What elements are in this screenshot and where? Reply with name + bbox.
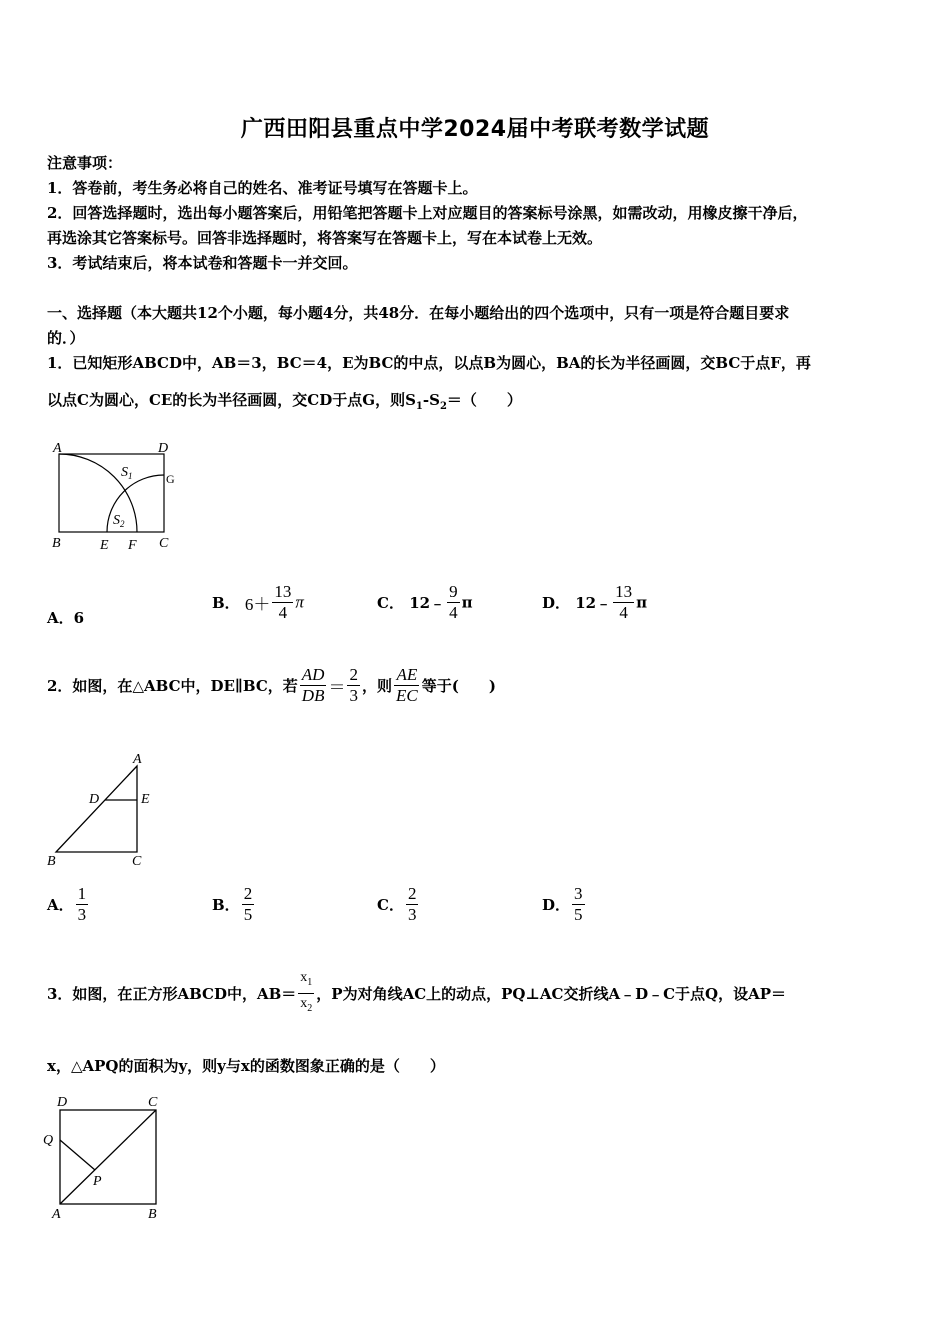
q1-option-b-frac <box>272 582 293 623</box>
q2-mid: ，则 <box>361 677 392 695</box>
q2-frac-ad-db <box>300 665 327 706</box>
q2-option-d-den: 5 <box>574 905 583 924</box>
q1-label-s2: $S_2$ <box>113 513 125 529</box>
q1-label-c: C <box>159 536 169 551</box>
q1-option-d-num: 13 <box>615 582 633 601</box>
q2-option-a-den: 3 <box>77 905 87 924</box>
q2-option-b[interactable] <box>212 884 256 925</box>
q1-label-a: A <box>53 441 62 456</box>
q1-option-b[interactable] <box>212 582 304 623</box>
q3-post: ，P为对角线AC上的动点，PQ⊥AC交折线A﹣D﹣C于点Q，设AP＝ <box>316 984 787 1003</box>
q2-label-e: E <box>141 792 150 807</box>
q1-label-e: E <box>100 538 109 553</box>
q2-option-d-num: 3 <box>574 884 583 903</box>
q1-option-c-num: 9 <box>449 582 458 601</box>
q2-option-b-label: B． <box>212 896 240 914</box>
q3-label-a: A <box>52 1207 61 1222</box>
q1-line2-pre: 以点C为圆心，CE的长为半径画圆，交CD于点G，则S <box>47 391 416 409</box>
q2-option-d-frac <box>572 884 585 925</box>
q1-dash: -S <box>422 391 440 409</box>
q2-triangle <box>56 766 137 852</box>
q2-option-c-num: 2 <box>407 884 417 903</box>
q2-option-b-frac <box>242 884 255 925</box>
q3-figure <box>40 1090 170 1225</box>
q1-option-b-whole: 6＋ <box>244 595 271 614</box>
q1-line2-post: ＝（ ） <box>446 391 522 409</box>
q3-label-d: D <box>57 1095 68 1110</box>
q1-option-a[interactable] <box>47 607 84 628</box>
q1-option-b-pi: π <box>295 592 304 612</box>
q2-frac1-den: DB <box>301 686 325 705</box>
q1-label-d: D <box>158 441 169 456</box>
q2-option-d[interactable] <box>542 884 587 925</box>
section-heading: 一、选择题（本大题共12个小题，每小题4分，共48分．在每小题给出的四个选项中，只有一项是符合题目要求 <box>47 304 790 322</box>
q1-sub1: 1 <box>415 401 423 412</box>
q2-figure <box>40 748 170 873</box>
q2-option-c-frac <box>406 884 419 925</box>
q2-frac1-num: AD <box>301 665 325 684</box>
q3-line2: x，△APQ的面积为y，则y与x的函数图象正确的是（ ） <box>47 1057 445 1075</box>
q1-option-c-frac <box>447 582 460 623</box>
q1-option-d-pi: π <box>636 593 648 612</box>
q1-option-d-frac <box>613 582 634 623</box>
q1-line2 <box>47 389 522 412</box>
section-heading-cont: 的．） <box>47 329 85 347</box>
q1-label-f: F <box>128 538 137 553</box>
q3-frac-num: $x_1$ <box>298 968 314 994</box>
q2-option-c[interactable] <box>377 884 420 925</box>
q2-option-a-label: A． <box>47 896 74 914</box>
q2-label-d: D <box>89 792 100 807</box>
q2-label-a: A <box>133 752 142 767</box>
q1-rectangle <box>59 454 164 532</box>
q1-option-a-value: 6 <box>73 609 85 627</box>
q2-option-a[interactable] <box>47 884 90 925</box>
q2-frac2-den: 3 <box>349 686 358 705</box>
q3-label-b: B <box>148 1207 157 1222</box>
q2-option-a-frac <box>76 884 89 925</box>
notice-item-3: 3．考试结束后，将本试卷和答题卡一并交回。 <box>47 254 358 272</box>
notice-item-1: 1．答卷前，考生务必将自己的姓名、准考证号填写在答题卡上。 <box>47 179 478 197</box>
q2-option-b-num: 2 <box>243 884 253 903</box>
q1-label-b: B <box>52 536 61 551</box>
q2-frac3-num: AE <box>396 665 418 684</box>
q2-option-d-label: D． <box>542 896 571 914</box>
q1-label-s1: $S_1$ <box>121 465 133 481</box>
q1-option-c-den: 4 <box>449 603 458 622</box>
notice-heading: 注意事项： <box>47 154 123 172</box>
q2-option-b-den: 5 <box>243 905 253 924</box>
q1-label-g: G <box>166 472 175 486</box>
q1-sub2: 2 <box>439 401 447 412</box>
q2-frac-ae-ec <box>394 665 420 706</box>
q2-stem <box>47 665 496 706</box>
q3-segment-pq <box>60 1140 95 1170</box>
q2-option-c-label: C． <box>377 896 404 914</box>
q1-option-b-label: B． <box>212 594 240 612</box>
q2-frac3-den: EC <box>395 686 418 705</box>
q3-diagonal-ac <box>60 1110 156 1204</box>
q2-label-c: C <box>132 854 142 869</box>
q1-option-d[interactable] <box>542 582 647 623</box>
q2-frac2-num: 2 <box>349 665 358 684</box>
q2-label-b: B <box>47 854 56 869</box>
q3-frac <box>298 968 314 1019</box>
q2-option-a-num: 1 <box>77 884 87 903</box>
q3-pre: 3．如图，在正方形ABCD中，AB＝ <box>47 984 297 1003</box>
q3-label-c: C <box>148 1095 158 1110</box>
q1-option-b-num: 13 <box>274 582 292 601</box>
notice-item-2: 2．回答选择题时，选出每小题答案后，用铅笔把答题卡上对应题目的答案标号涂黑，如需改动，用橡皮擦干净后， <box>47 204 808 222</box>
q1-option-c[interactable] <box>377 582 473 623</box>
q1-option-d-label: D． <box>542 594 571 612</box>
q3-stem <box>47 968 786 1019</box>
q2-eq: ＝ <box>328 678 346 697</box>
notice-item-2-cont: 再选涂其它答案标号。回答非选择题时，将答案写在答题卡上，写在本试卷上无效。 <box>47 229 603 247</box>
q1-option-b-den: 4 <box>278 603 288 622</box>
q1-option-c-label: C． <box>377 594 404 612</box>
q1-option-d-den: 4 <box>619 603 628 622</box>
q3-frac-den: $x_2$ <box>300 995 313 1014</box>
q3-label-p: P <box>93 1174 102 1189</box>
q2-frac-2-3 <box>347 665 360 706</box>
q1-figure <box>45 436 185 556</box>
q1-option-d-whole: 12﹣ <box>575 594 612 612</box>
q2-option-c-den: 3 <box>407 905 417 924</box>
q1-line1: 1．已知矩形ABCD中，AB＝3，BC＝4，E为BC的中点，以点B为圆心，BA的长为半径画圆，交BC于点F，再 <box>47 354 811 372</box>
q1-option-c-whole: 12﹣ <box>409 594 446 612</box>
q2-post: 等于( ) <box>421 677 496 695</box>
q1-option-a-label: A． <box>47 609 74 627</box>
q3-label-q: Q <box>43 1133 54 1148</box>
q2-pre: 2．如图，在△ABC中，DE∥BC，若 <box>47 677 298 695</box>
q1-option-c-pi: π <box>461 593 473 612</box>
page-title: 广西田阳县重点中学2024届中考联考数学试题 <box>240 117 710 142</box>
